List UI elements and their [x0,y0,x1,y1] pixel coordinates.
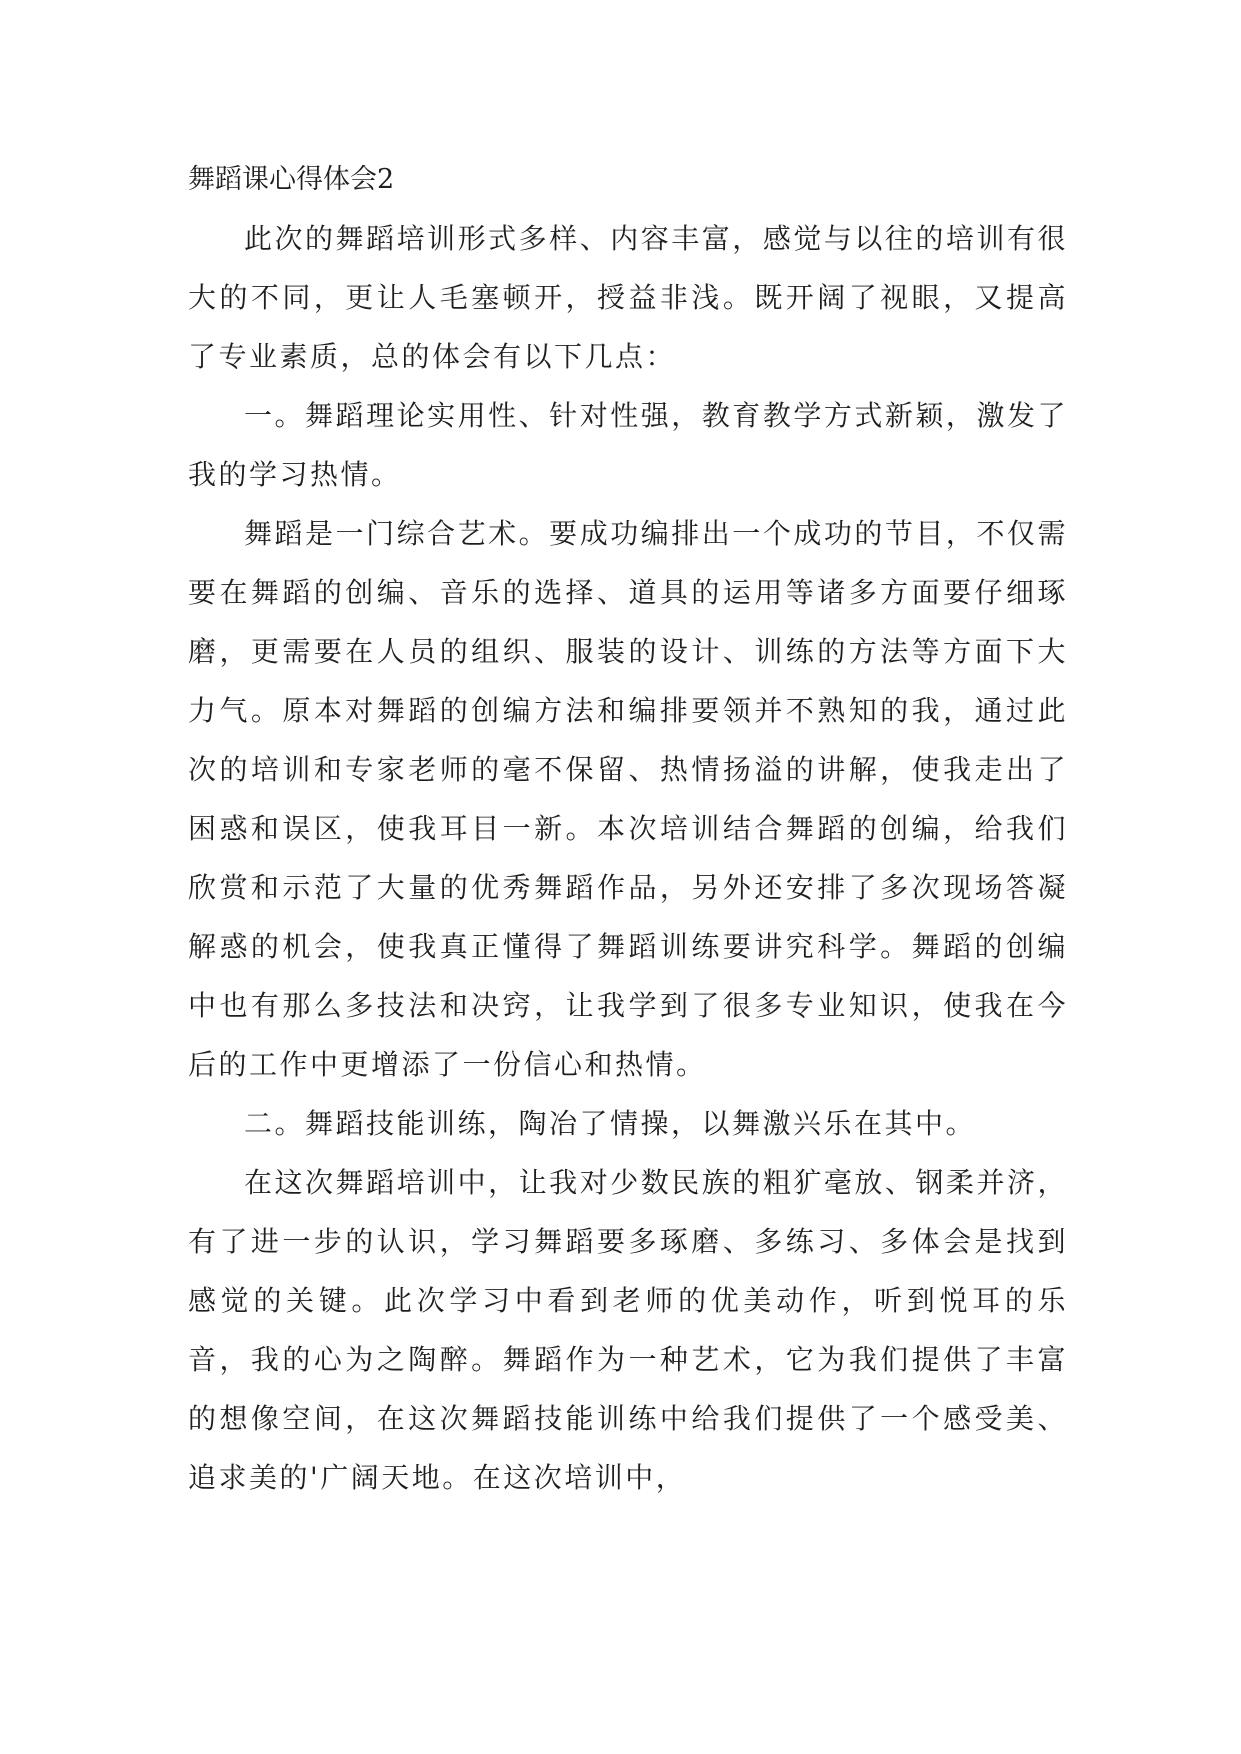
paragraph-intro: 此次的舞蹈培训形式多样、内容丰富，感觉与以往的培训有很大的不同，更让人毛塞顿开，授益非浅。既开阔了视眼，又提高了专业素质，总的体会有以下几点： [188,222,1068,373]
paragraph-point-one: 一。舞蹈理论实用性、针对性强，教育教学方式新颖，激发了我的学习热情。 [188,399,1068,491]
document-body [188,150,1068,1507]
document-title: 舞蹈课心得体会2 [188,164,395,195]
paragraph-point-two-body: 在这次舞蹈培训中，让我对少数民族的粗犷毫放、钢柔并济，有了进一步的认识，学习舞蹈要多琢磨、多练习、多体会是找到感觉的关键。此次学习中看到老师的优美动作，听到悦耳的乐音，我的心为之陶醉。舞蹈作为一种艺术，它为我们提供了丰富的想像空间，在这次舞蹈技能训练中给我们提供了一个感受美、追求美的'广阔天地。在这次培训中， [188,1166,1068,1494]
paragraph-point-one-body: 舞蹈是一门综合艺术。要成功编排出一个成功的节目，不仅需要在舞蹈的创编、音乐的选择、道具的运用等诸多方面要仔细琢磨，更需要在人员的组织、服装的设计、训练的方法等方面下大力气。原本对舞蹈的创编方法和编排要领并不熟知的我，通过此次的培训和专家老师的毫不保留、热情扬溢的讲解，使我走出了困惑和误区，使我耳目一新。本次培训结合舞蹈的创编，给我们欣赏和示范了大量的优秀舞蹈作品，另外还安排了多次现场答凝解惑的机会，使我真正懂得了舞蹈训练要讲究科学。舞蹈的创编中也有那么多技法和决窍，让我学到了很多专业知识，使我在今后的工作中更增添了一份信心和热情。 [188,517,1068,1081]
paragraph-point-two: 二。舞蹈技能训练，陶冶了情操，以舞激兴乐在其中。 [244,1107,977,1140]
